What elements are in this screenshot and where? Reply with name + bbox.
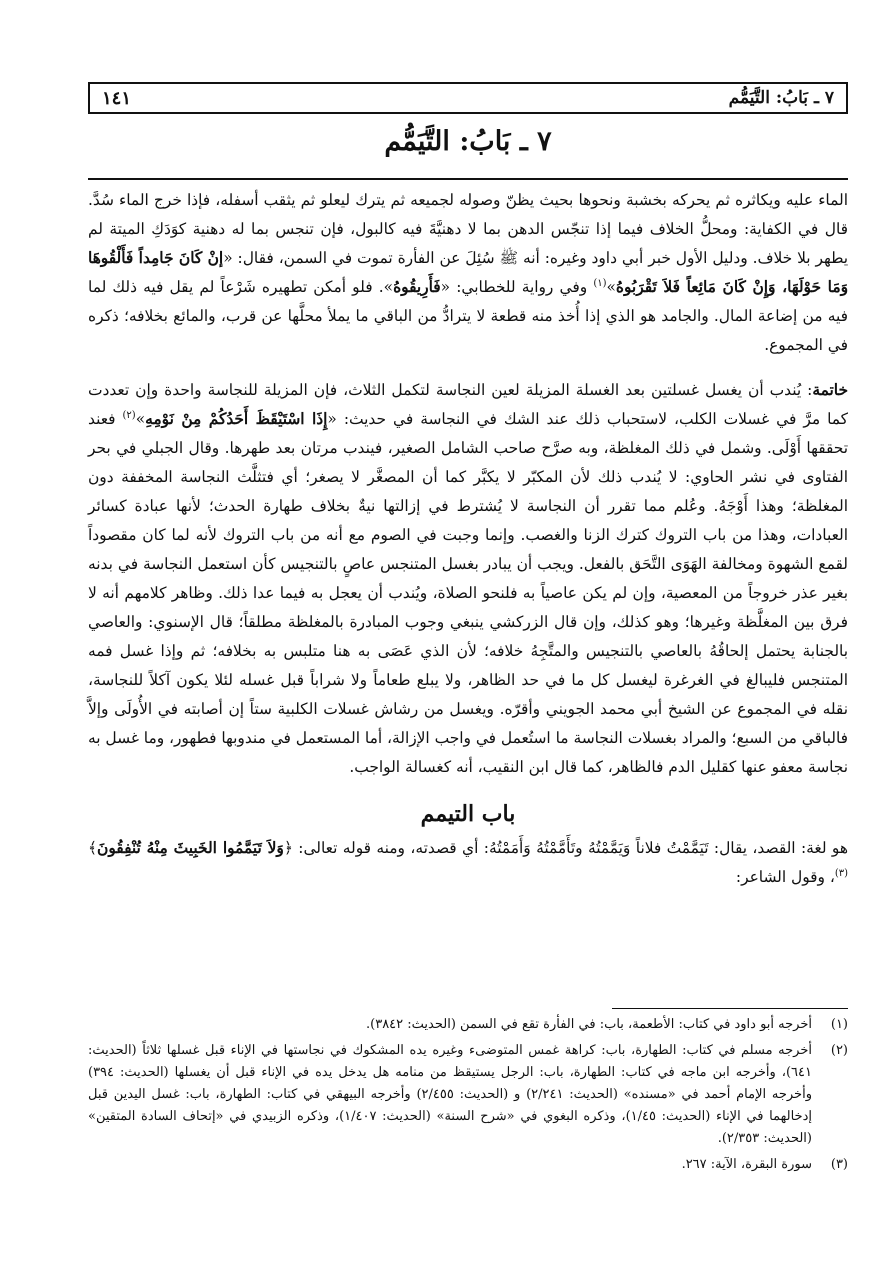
footnote [88,1154,848,1176]
running-header [88,82,848,114]
text-run: فعند تحققها أَوْلَى. وشمل في ذلك المغلظة، وبه صرَّح صاحب الشامل الصغير، فيندب مرتان بعد طهرها. وقال الجبلي في بحر الفتاوى في نشر الحاوي: لا يُندب ذلك لأن المكبّر لا يكبَّر كما أن المصغَّر لا يصغر؛ أي فتثلَّث النجاسة المخففة دون المغلظة؛ وهذا أَوْجَهُ. وعُلم مما تقرر أن النجاسة لا يُشترط في إزالتها نيةٌ بخلاف طهارة الحدث؛ لأنها عبادة كسائر العبادات، وهذا من باب التروك كترك الزنا والغصب. وإنما وجبت في الصوم مع أنه من باب التروك لأنه لما كان مقصوداً لقمع الشهوة ومخالفة الهَوَى التَّحَق بالفعل. ويجب أن يبادر بغسل المتنجس عاصٍ بالتنجيس كأن استعمل النجاسة في بدنه بغير عذر خروجاً من المعصية، وإن لم يكن عاصياً به فلنحو الصلاة، ويُندب أن يعجل به فيما عدا ذلك. وظاهر كلامهم أنه لا فرق بين المغلَّظة وغيرها؛ وهو كذلك، وإن قال الزركشي ينبغي وجوب المبادرة بالمغلظة مطلقاً؛ قال الإسنوي: والعاصي بالجنابة يحتمل إلحاقُهُ بالعاصي بالتنجيس والمتَّجِهُ خلافه؛ لأن الذي عَصَى به هنا متلبس به بخلافه؛ ثم وإذا غسل فمه المتنجس فليبالغ في الغرغرة ليغسل كل ما في حد الظاهر، ولا يبلع طعاماً ولا شراباً قبل غسله لئلا يكون آكلاً للنجاسة، نقله في المجموع عن الشيخ أبي محمد الجويني وأقرّه. ويغسل من رشاش غسلات الكلبية ستاً إن أصابته في الأُولَى وإلاَّ فالباقي من السبع؛ والمراد بغسلات النجاسة ما استُعمل في واجب الإزالة، أما المستعمل في مندوبها فطهور، وما غسل به نجاسة معفو عنها كقليل الدم فالظاهر، كما قال ابن النقيب، أنه كغسالة الواجب. [88,410,848,776]
footnotes [88,1014,848,1180]
footnote-text: سورة البقرة، الآية: ٢٦٧. [681,1157,812,1172]
hadith-quote: إنْ كَانَ جَامِداً فَأَلْقُوهَا وَمَا حَوْلَهَا، وَإِنْ كَانَ مَائِعاً فَلاَ تَقْرَبُوهُ [88,249,849,296]
footnote-number: (١) [830,1017,848,1032]
paragraph-oil-purification [88,186,848,360]
footnote-ref[interactable]: (٣) [834,867,848,879]
text-run: الماء عليه ويكاثره ثم يحركه بخشبة ونحوها بحيث يظنّ وصوله لجميعه ثم يترك ليعلو ثم يثقب أسفله، فإذا خرج الماء سُدَّ. قال في الكفاية: ومحلُّ الخلاف فيما إذا تنجّس الدهن بما لا دهنيَّةَ فيه كالبول، فإن تنجس بما له دهنية كوَدَكِ الميتة لم يطهر بلا خلاف. ودليل الأول خبر أبي داود وغيره: أنه ﷺ سُئِلَ عن الفأرة تموت في السمن، فقال: « [88,191,848,267]
text-run: » [135,410,146,428]
main-text [88,186,848,892]
conclusion-label: خاتمة [812,381,848,399]
section-heading: باب التيمم [420,801,516,827]
text-run: ، وقول الشاعر: [735,868,835,886]
hadith-quote: فَأَرِيقُوهُ [393,278,441,296]
text-run: : يُندب أن يغسل غسلتين بعد الغسلة المزيلة لعين النجاسة لتكمل الثلاث، فإن المزيلة للنجاسة واحدة وإن تعددت كما مرَّ في غسلات الكلب، لاستحباب ذلك عند الشك في النجاسة في حديث: « [88,381,848,428]
text-run: ». فلو أمكن تطهيره شَرْعاً لم يقل فيه ذلك لما فيه من إضاعة المال. والجامد هو الذي إذا أُخذ منه قطعة لا يترادُّ من الباقي ما يملأ محلَّها عن قرب، والمائع بخلافه؛ ذكره في المجموع. [88,278,848,354]
text-run: ﴾ [88,839,98,857]
paragraph-tayammum-definition [88,834,848,892]
page-number: ١٤١ [102,87,132,109]
footnote-ref[interactable]: (١) [593,277,607,289]
spacer [88,360,848,376]
chapter-title: ٧ ـ بَابُ: التَّيَمُّم [384,126,552,157]
footnote [88,1040,848,1150]
footnote-text: أخرجه مسلم في كتاب: الطهارة، باب: كراهة غمس المتوضىء وغيره يده المشكوك في نجاستها في الإناء قبل غسلها ثلاثاً (الحديث: ٦٤١)، وأخرجه ابن ماجه في كتاب: الطهارة، باب: الرجل يستيقظ من منامه هل يدخل يده في الإناء قبل أن يغسلها (الحديث: ٣٩٤) وأخرجه الإمام أحمد في «مسنده» (الحديث: ٢/٢٤١) و (الحديث: ٢/٤٥٥) وأخرجه البيهقي في كتاب: الطهارة، باب: غسل اليدين قبل إدخالهما في الإناء (الحديث: ١/٤٥)، وذكره البغوي في «شرح السنة» (الحديث: ١/٤٠٧)، وذكره الزبيدي في «إتحاف السادة المتقين» (الحديث: ٢/٣٥٣). [88,1043,812,1146]
running-header-title: ٧ ـ بَابُ: التَّيَمُّم [728,88,834,108]
text-run: هو لغة: القصد، يقال: تَيَمَّمْتُ فلاناً وَيَمَّمْتُهُ وتَأَمَّمْتُهُ وَأَمَمْتُهُ: أي قصدته، ومنه قوله تعالى: ﴿ [283,839,848,857]
footnote-number: (٢) [830,1043,848,1058]
footnote-number: (٣) [830,1157,848,1172]
footnote-text: أخرجه أبو داود في كتاب: الأطعمة، باب: في الفأرة تقع في السمن (الحديث: ٣٨٤٢). [366,1017,812,1032]
quran-quote: وَلاَ تَيَمَّمُوا الخَبِيثَ مِنْهُ تُنْفِقُونَ [97,839,284,857]
text-run: » [606,278,616,296]
hadith-quote: إِذَا اسْتَيْقَظَ أَحَدُكُمْ مِنْ نَوْمِهِ [145,410,328,428]
paragraph-conclusion [88,376,848,782]
footnote-ref[interactable]: (٢) [122,409,136,421]
text-run: وفي رواية للخطابي: « [440,278,594,296]
chapter-divider [88,178,848,180]
footnote [88,1014,848,1036]
footnote-divider [612,1008,848,1009]
